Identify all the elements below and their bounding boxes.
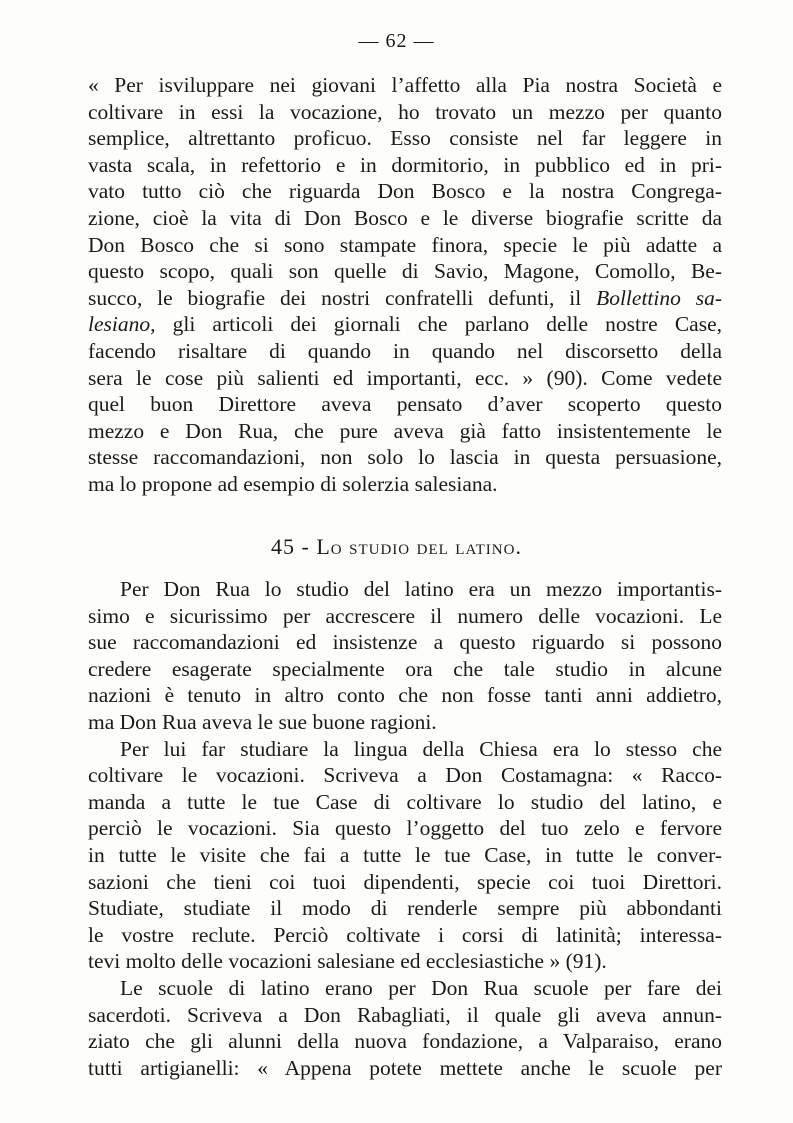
text-line: tutti artigianelli: « Appena potete mettete anche le scuole per: [88, 1055, 722, 1080]
paragraph-quote: [88, 72, 722, 498]
text-line: ziato che gli alunni della nuova fondazione, a Valparaiso, erano: [88, 1029, 722, 1054]
text-line: credere esagerate specialmente ora che tale studio in alcune: [88, 656, 722, 681]
text-line: sazioni che tieni coi tuoi dipendenti, specie coi tuoi Direttori.: [88, 869, 722, 894]
text-line: sera le cose più salienti ed importanti, ecc. » (90). Come vedete: [88, 365, 722, 390]
italic-title: Bollettino sa-: [596, 285, 722, 310]
text-line: coltivare in essi la vocazione, ho trovato un mezzo per quanto: [88, 99, 722, 124]
italic-title: lesiano,: [88, 312, 156, 337]
text-line: Studiate, studiate il modo di renderle sempre più abbondanti: [88, 896, 722, 921]
text-line: Per Don Rua lo studio del latino era un mezzo importantis-: [120, 577, 722, 601]
text-line: tevi molto delle vocazioni salesiane ed ecclesiastiche » (91).: [88, 949, 607, 974]
text-line: ma Don Rua aveva le sue buone ragioni.: [88, 709, 437, 734]
text-line: zione, cioè la vita di Don Bosco e le diverse biografie scritte da: [88, 205, 722, 230]
body-text: [88, 576, 722, 1081]
text-line: vasta scala, in refettorio e in dormitorio, in pubblico ed in pri-: [88, 152, 722, 177]
text-line: Per lui far studiare la lingua della Chiesa era lo stesso che: [120, 736, 722, 761]
text-line: mezzo e Don Rua, che pure aveva già fatto insistentemente le: [88, 418, 722, 443]
text-line: perciò le vocazioni. Sia questo l’oggetto del tuo zelo e fervore: [88, 816, 722, 841]
text-line: simo e sicurissimo per accrescere il numero delle vocazioni. Le: [88, 603, 722, 628]
text-line: Don Bosco che si sono stampate finora, specie le più adatte a: [88, 232, 722, 257]
text-line: « Per isviluppare nei giovani l’affetto alla Pia nostra Società e: [88, 73, 722, 97]
section-title: Lo studio del latino.: [316, 534, 522, 559]
text-line: coltivare le vocazioni. Scriveva a Don Costamagna: « Racco-: [88, 763, 722, 788]
text-line: [88, 285, 722, 312]
text-line: vato tutto ciò che riguarda Don Bosco e la nostra Congrega-: [88, 179, 722, 204]
text-segment: gli articoli dei giornali che parlano delle nostre Case,: [155, 312, 722, 337]
text-line: [88, 311, 722, 338]
text-line: le vostre reclute. Perciò coltivate i corsi di latinità; interessa-: [88, 922, 722, 947]
text-line: stesse raccomandazioni, non solo lo lascia in questa persuasione,: [88, 445, 722, 470]
text-line: Le scuole di latino erano per Don Rua scuole per fare dei: [120, 975, 722, 1000]
text-line: nazioni è tenuto in altro conto che non fosse tanti anni addietro,: [88, 683, 722, 708]
text-line: questo scopo, quali son quelle di Savio, Magone, Comollo, Be-: [88, 259, 722, 284]
text-line: ma lo propone ad esempio di solerzia salesiana.: [88, 471, 498, 496]
section-heading: [0, 534, 793, 560]
text-segment: succo, le biografie dei nostri confratelli defunti, il: [88, 285, 582, 310]
text-line: semplice, altrettanto proficuo. Esso consiste nel far leggere in: [88, 126, 722, 151]
text-line: manda a tutte le tue Case di coltivare lo studio del latino, e: [88, 789, 722, 814]
text-line: sacerdoti. Scriveva a Don Rabagliati, il quale gli aveva annun-: [88, 1002, 722, 1027]
page-number: — 62 —: [358, 30, 435, 52]
text-line: in tutte le visite che fai a tutte le tue Case, in tutte le conver-: [88, 842, 722, 867]
section-number: 45 -: [271, 534, 310, 559]
text-line: sue raccomandazioni ed insistenze a questo riguardo si possono: [88, 630, 722, 655]
text-line: facendo risaltare di quando in quando nel discorsetto della: [88, 338, 722, 363]
text-line: quel buon Direttore aveva pensato d’aver scoperto questo: [88, 392, 722, 417]
